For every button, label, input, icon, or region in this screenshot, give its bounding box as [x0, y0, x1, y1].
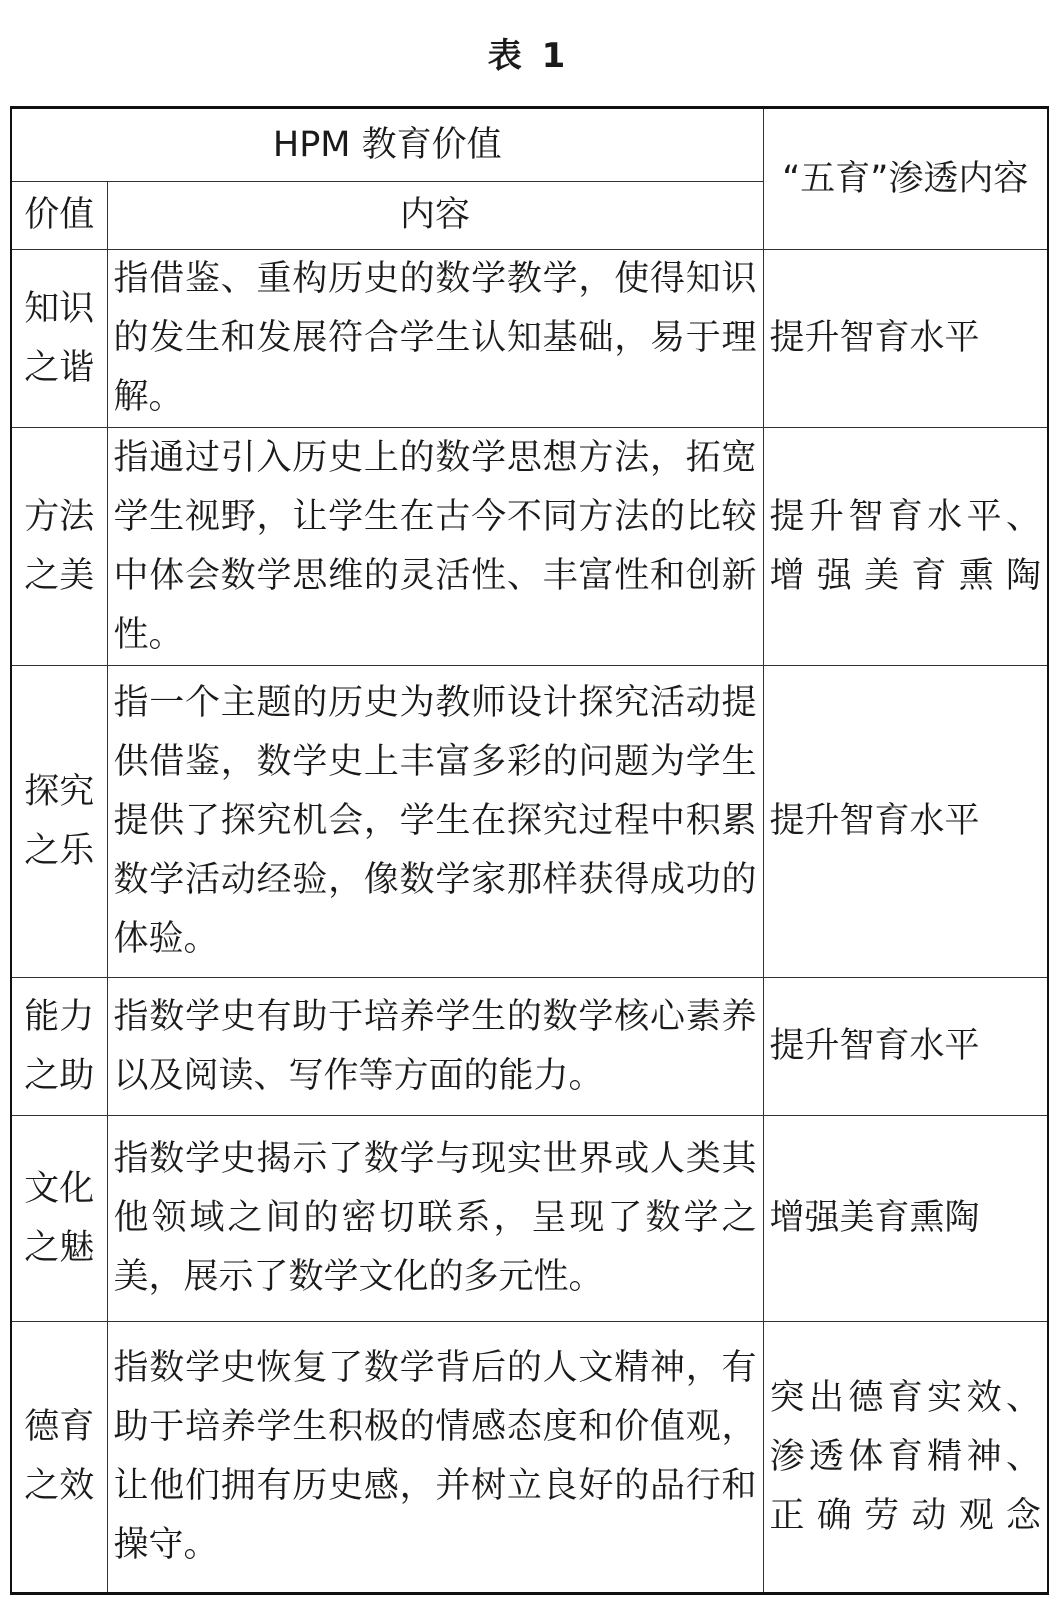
wuyu-cell: 突出德育实效、渗透体育精神、正确劳动观念 — [763, 1322, 1048, 1594]
wuyu-cell: 提升智育水平 — [763, 978, 1048, 1116]
content-cell: 指数学史有助于培养学生的数学核心素养以及阅读、写作等方面的能力。 — [107, 978, 763, 1116]
column-header-content: 内容 — [107, 182, 763, 250]
value-cell: 德育之效 — [11, 1322, 107, 1594]
wuyu-cell: 提升智育水平、增强美育熏陶 — [763, 428, 1048, 666]
content-cell: 指数学史恢复了数学背后的人文精神，有助于培养学生积极的情感态度和价值观，让他们拥有历史感，并树立良好的品行和操守。 — [107, 1322, 763, 1594]
column-header-value: 价值 — [11, 182, 107, 250]
table-row — [11, 666, 1048, 978]
table-caption: 表 1 — [487, 36, 570, 76]
value-cell: 知识之谐 — [11, 250, 107, 428]
content-cell: 指借鉴、重构历史的数学教学，使得知识的发生和发展符合学生认知基础，易于理解。 — [107, 250, 763, 428]
value-cell: 文化之魅 — [11, 1116, 107, 1322]
content-cell: 指数学史揭示了数学与现实世界或人类其他领域之间的密切联系，呈现了数学之美，展示了数学文化的多元性。 — [107, 1116, 763, 1322]
table-row — [11, 250, 1048, 428]
content-cell: 指一个主题的历史为教师设计探究活动提供借鉴，数学史上丰富多彩的问题为学生提供了探究机会，学生在探究过程中积累数学活动经验，像数学家那样获得成功的体验。 — [107, 666, 763, 978]
table-row — [11, 1116, 1048, 1322]
wuyu-cell: 提升智育水平 — [763, 666, 1048, 978]
content-cell: 指通过引入历史上的数学思想方法，拓宽学生视野，让学生在古今不同方法的比较中体会数学思维的灵活性、丰富性和创新性。 — [107, 428, 763, 666]
wuyu-cell: 增强美育熏陶 — [763, 1116, 1048, 1322]
table-row — [11, 1322, 1048, 1594]
header-hpm-value: HPM 教育价值 — [11, 108, 763, 182]
wuyu-cell: 提升智育水平 — [763, 250, 1048, 428]
value-cell: 能力之助 — [11, 978, 107, 1116]
table-row — [11, 978, 1048, 1116]
header-wuyu-content: “五育”渗透内容 — [763, 108, 1048, 250]
table-row — [11, 428, 1048, 666]
hpm-value-table — [10, 106, 1049, 1595]
value-cell: 方法之美 — [11, 428, 107, 666]
value-cell: 探究之乐 — [11, 666, 107, 978]
